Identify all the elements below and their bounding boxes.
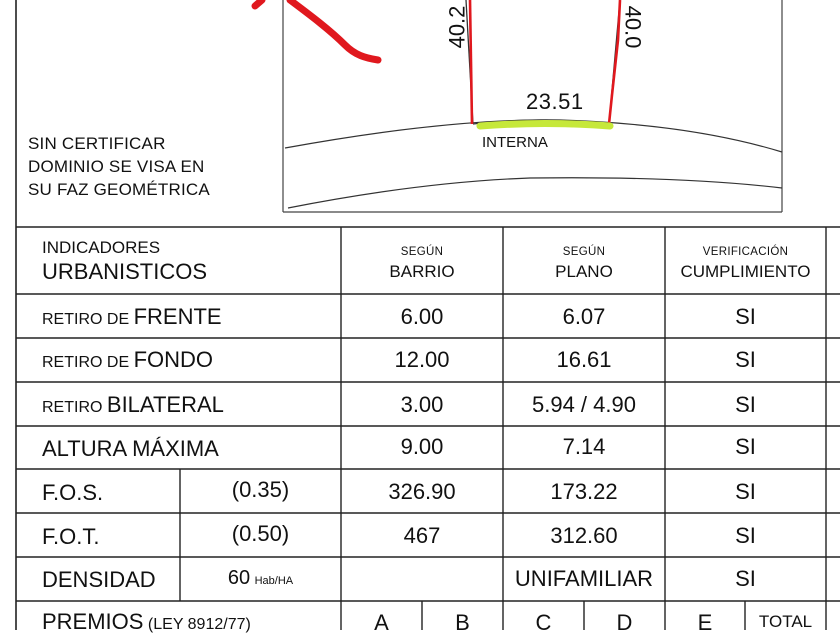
row-barrio-fondo: 12.00 [394,347,450,372]
premios-col-a: A [374,610,389,635]
row-label-fondo: RETIRO DE FONDO [42,347,214,372]
street-edge-bottom [288,178,782,208]
row-plano-altura: 7.14 [562,434,606,459]
row-barrio-altura: 9.00 [400,434,444,459]
header-plano-small: SEGÚN [562,246,606,258]
densidad-label: DENSIDAD [42,567,156,592]
row-ok-altura: SI [735,434,756,459]
street-label: INTERNA [482,134,548,151]
header-verif: CUMPLIMIENTO [680,262,811,281]
header-urbanisticos: URBANISTICOS [42,259,208,284]
note-line: DOMINIO SE VISA EN [28,157,205,176]
header-barrio-small: SEGÚN [400,246,444,258]
densidad-ok: SI [735,566,756,591]
fos-ok: SI [735,479,756,504]
row-plano-bilateral: 5.94 / 4.90 [532,392,636,417]
fos-label: F.O.S. [42,480,104,505]
red-hand-stroke [255,0,378,60]
dim-front-label: 23.51 [526,89,584,114]
row-ok-frente: SI [735,304,756,329]
densidad-value: 60 Hab/HA [227,567,294,589]
fot-barrio: 467 [403,523,441,548]
fot-label: F.O.T. [42,524,100,549]
header-plano: PLANO [555,262,613,281]
fos-barrio: 326.90 [388,479,456,504]
premios-col-e: E [697,610,713,635]
row-label-frente: RETIRO DE FRENTE [42,304,222,329]
row-plano-fondo: 16.61 [556,347,612,372]
note-line: SU FAZ GEOMÉTRICA [28,180,210,199]
fot-coef: (0.50) [231,521,290,546]
premios-col-d: D [616,610,633,635]
fot-plano: 312.60 [550,523,618,548]
premios-label: PREMIOS (LEY 8912/77) [42,609,251,634]
dim-left-label: 40.2 [444,5,470,49]
row-barrio-bilateral: 3.00 [400,392,444,417]
densidad-plano: UNIFAMILIAR [514,566,654,591]
header-barrio: BARRIO [389,262,455,281]
row-label-altura: ALTURA MÁXIMA [42,436,219,461]
header-indicadores: INDICADORES [42,238,161,257]
row-label-bilateral: RETIRO BILATERAL [42,392,224,417]
premios-col-b: B [455,610,470,635]
premios-col-c: C [535,610,552,635]
certification-note [28,132,210,201]
header-verif-small: VERIFICACIÓN [702,246,789,258]
fos-coef: (0.35) [231,477,290,502]
fot-ok: SI [735,523,756,548]
fos-plano: 173.22 [550,479,618,504]
row-barrio-frente: 6.00 [400,304,444,329]
row-plano-frente: 6.07 [562,304,606,329]
front-highlight [480,124,610,127]
premios-col-total: TOTAL [758,612,813,631]
row-ok-bilateral: SI [735,392,756,417]
note-line: SIN CERTIFICAR [28,134,166,153]
row-ok-fondo: SI [735,347,756,372]
dim-right-label: 40.0 [620,5,646,49]
